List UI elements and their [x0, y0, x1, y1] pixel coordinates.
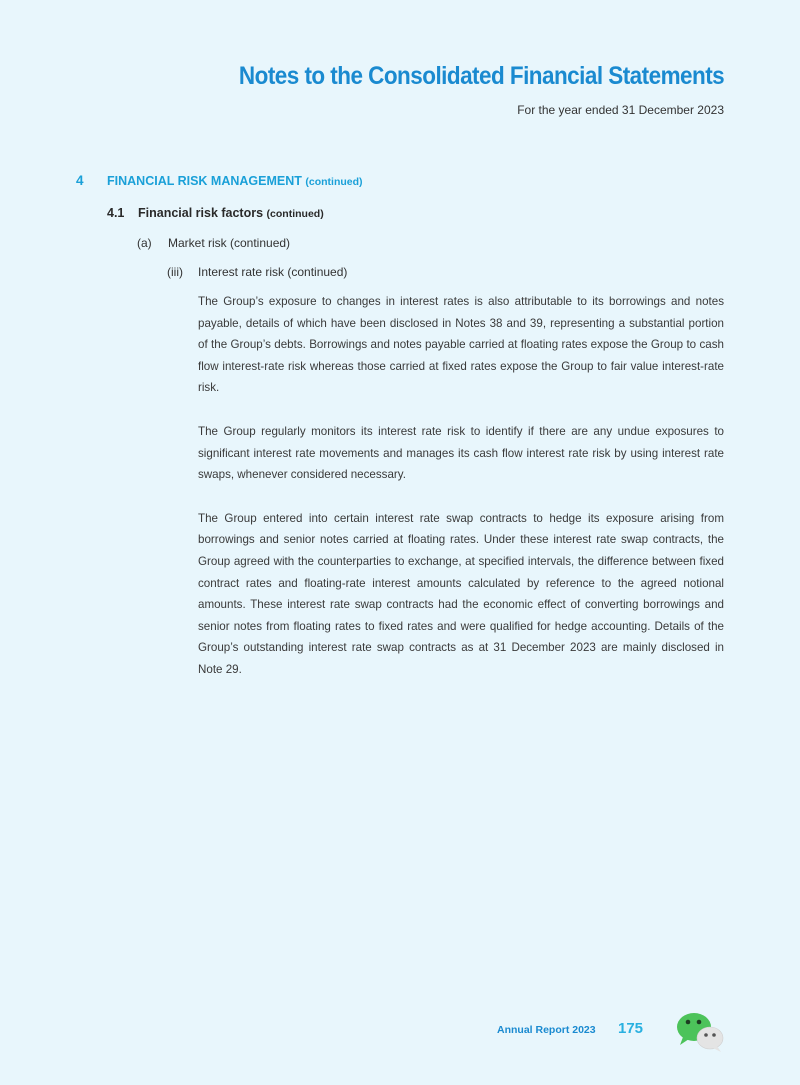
section-number: 4 — [76, 173, 84, 188]
item-a-heading — [137, 236, 290, 250]
section-continued: (continued) — [305, 176, 363, 188]
chat-bubbles-icon — [675, 1011, 725, 1053]
section-heading — [76, 173, 363, 188]
paragraph: The Group regularly monitors its interest rate risk to identify if there are any undue exposures to significant interest rate movements and manages its cash flow interest rate risk by using interest rate swaps, whenever considered necessary. — [198, 424, 724, 482]
page-number: 175 — [618, 1020, 644, 1037]
page-title: Notes to the Consolidated Financial Statements — [238, 62, 724, 90]
footer-report-label: Annual Report 2023 — [497, 1024, 596, 1036]
item-a-text: Market risk (continued) — [168, 236, 291, 250]
subsection-number: 4.1 — [107, 206, 125, 220]
item-iii-label: (iii) — [167, 265, 183, 279]
subsection-heading — [107, 206, 324, 220]
body-text — [198, 291, 724, 703]
grey-bubble — [697, 1027, 723, 1052]
item-iii-text: Interest rate risk (continued) — [198, 265, 348, 279]
paragraph: The Group entered into certain interest rate swap contracts to hedge its exposure arising from borrowings and senior notes carried at floating rates. Under these interest rate swap contracts, the Group agreed with the counterparties to exchange, at specified intervals, the difference between fixed contract rates and floating-rate interest amounts calculated by reference to the agreed notional amounts. These interest rate swap contracts had the economic effect of converting borrowings and senior notes from floating rates to fixed rates and were qualified for hedge accounting. Details of the Group’s outstanding interest rate swap contracts as at 31 December 2023 are mainly disclosed in Note 29. — [198, 511, 724, 676]
subsection-continued: (continued) — [266, 208, 324, 220]
section-title: FINANCIAL RISK MANAGEMENT — [107, 174, 302, 188]
subsection-title: Financial risk factors — [138, 206, 264, 220]
page-subtitle: For the year ended 31 December 2023 — [517, 103, 724, 117]
paragraph: The Group’s exposure to changes in interest rates is also attributable to its borrowings and notes payable, details of which have been disclosed in Notes 38 and 39, representing a substantial portion of the Group’s debts. Borrowings and notes payable carried at floating rates expose the Group to cash flow interest-rate risk whereas those carried at fixed rates expose the Group to fair value interest-rate risk. — [198, 295, 724, 395]
item-iii-heading — [167, 265, 347, 279]
item-a-label: (a) — [137, 236, 152, 250]
